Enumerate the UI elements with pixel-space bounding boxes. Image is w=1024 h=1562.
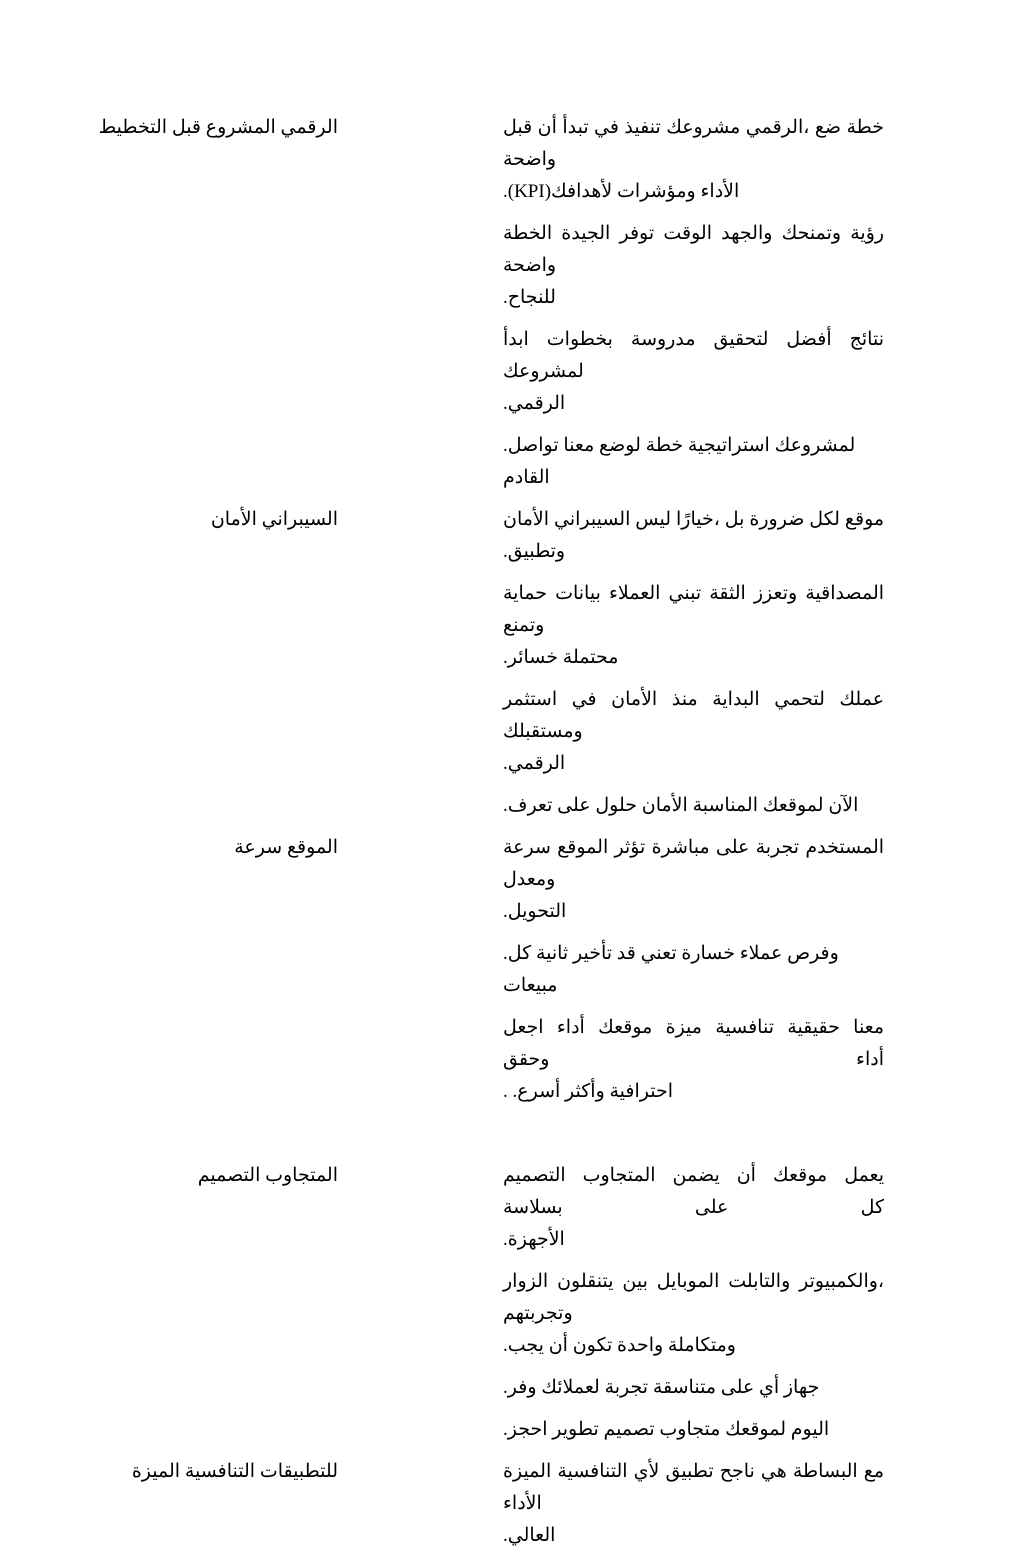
- word: الموقع: [557, 837, 609, 858]
- word: واضحة: [503, 149, 557, 170]
- word: البداية: [712, 689, 760, 710]
- word: الأمان: [611, 689, 658, 710]
- text-line: [503, 1224, 884, 1256]
- word: استثمر: [503, 689, 558, 710]
- word: ليس: [635, 509, 672, 530]
- word: احترافية: [609, 1081, 674, 1102]
- paragraph: [503, 1118, 884, 1150]
- word: يتنقلون: [557, 1271, 614, 1292]
- word: والجهد: [721, 223, 773, 244]
- word: معنا: [563, 435, 595, 456]
- word: تكون: [572, 1335, 613, 1356]
- word: ومتكاملة: [667, 1335, 736, 1356]
- word: المشروع: [205, 117, 276, 138]
- word: سرعة: [503, 837, 551, 858]
- word: الوقت: [663, 223, 712, 244]
- text-line: [503, 430, 884, 494]
- word: ضع: [814, 117, 842, 138]
- word: .الرقمي: [503, 753, 566, 774]
- word: على: [720, 1377, 755, 1398]
- word: موقعك: [598, 1017, 653, 1038]
- word: حماية: [503, 583, 547, 604]
- word: يعمل: [844, 1165, 885, 1186]
- text-line: [503, 282, 884, 314]
- word: الأمان: [210, 509, 257, 530]
- word: في: [594, 117, 619, 138]
- section-row: [0, 832, 1024, 1160]
- word: رؤية: [850, 223, 885, 244]
- word: معنا: [853, 1017, 885, 1038]
- word: عملك: [839, 689, 885, 710]
- word: .احجز: [503, 1419, 548, 1440]
- word: تعني: [640, 943, 677, 964]
- word: تطبيق: [665, 1461, 714, 1482]
- word: المتجاوب: [582, 1165, 656, 1186]
- text-line: [503, 388, 884, 420]
- word: .وفر: [503, 1377, 537, 1398]
- word: التنافسية: [557, 1461, 628, 1482]
- section-content: [503, 832, 884, 1160]
- word: لتحمي: [774, 689, 825, 710]
- word: وحقق: [503, 1049, 550, 1070]
- word: لموقعك: [725, 1419, 787, 1440]
- word: .كل: [503, 943, 532, 964]
- word: ميزة: [665, 1017, 702, 1038]
- text-line: [503, 578, 884, 642]
- word: لموقعك: [762, 795, 824, 816]
- paragraph: [503, 218, 884, 314]
- word: أن: [736, 1165, 756, 1186]
- word: واحدة: [617, 1335, 664, 1356]
- word: على: [715, 837, 750, 858]
- word: حلول: [595, 795, 638, 816]
- text-line: [503, 504, 884, 536]
- word: تطوير: [552, 1419, 599, 1440]
- section-row: [0, 1160, 1024, 1456]
- word: خيارًا،: [675, 509, 720, 530]
- word: التخطيط: [98, 117, 168, 138]
- word: مباشرة: [651, 837, 710, 858]
- text-line: [503, 1520, 884, 1552]
- word: التصميم: [503, 1165, 566, 1186]
- word: لمشروعك: [774, 435, 856, 456]
- word: أداء: [856, 1049, 884, 1070]
- word: ثانية: [535, 943, 569, 964]
- word: لعملائك: [541, 1377, 600, 1398]
- word: محتملة: [562, 647, 619, 668]
- word: الأداء: [503, 1493, 542, 1514]
- text-line: [503, 684, 884, 748]
- word: الميزة: [503, 1461, 552, 1482]
- text-line: [503, 1414, 884, 1446]
- word: اجعل: [503, 1017, 544, 1038]
- word: لكل: [809, 509, 840, 530]
- word: هي: [760, 1461, 787, 1482]
- word: ناجح: [719, 1461, 755, 1482]
- text-line: [503, 1330, 884, 1362]
- word: يضمن: [672, 1165, 720, 1186]
- word: الأمان: [641, 795, 688, 816]
- word: لوضع: [599, 435, 641, 456]
- word: .وتطبيق: [503, 541, 566, 562]
- word: تنفيذ: [624, 117, 661, 138]
- word: وتعزز: [753, 583, 798, 604]
- word: المصداقية: [805, 583, 885, 604]
- word: نتائج: [849, 329, 884, 350]
- section-row: [0, 1456, 1024, 1562]
- word: متناسقة: [652, 1377, 716, 1398]
- word: الرقمي: [280, 117, 338, 138]
- word: خطة: [645, 435, 684, 456]
- text-line: [503, 1372, 884, 1404]
- word: لمشروعك: [503, 361, 584, 382]
- heading-line: [0, 504, 338, 536]
- paragraph: [503, 1266, 884, 1362]
- word: اليوم: [790, 1419, 830, 1440]
- word: الموبايل: [656, 1271, 720, 1292]
- word: .: [503, 1081, 508, 1102]
- word: خسارة: [681, 943, 735, 964]
- word: .الأجهزة: [503, 1229, 565, 1250]
- text-line: [503, 1266, 884, 1330]
- text-line: [503, 1160, 884, 1224]
- section-heading: [0, 1456, 338, 1488]
- word: بخطوات: [546, 329, 613, 350]
- paragraph: [503, 324, 884, 420]
- word: كل: [860, 1197, 884, 1218]
- section-content: [503, 504, 884, 832]
- word: على: [694, 1197, 729, 1218]
- word: قبل: [503, 117, 533, 138]
- section-heading: [0, 832, 338, 864]
- word: تصميم: [603, 1419, 655, 1440]
- heading-line: [0, 1456, 338, 1488]
- word: استراتيجية: [687, 435, 770, 456]
- heading-line: [0, 112, 338, 144]
- word: لأي: [633, 1461, 660, 1482]
- word: أداء: [556, 1017, 585, 1038]
- word: المناسبة: [692, 795, 758, 816]
- word: مبيعات: [503, 975, 558, 996]
- word: الثقة: [709, 583, 746, 604]
- word: بسلاسة: [503, 1197, 563, 1218]
- text-line: [503, 938, 884, 1002]
- word: الزوار: [503, 1271, 549, 1292]
- paragraph: [503, 1012, 884, 1108]
- word: .العالي: [503, 1525, 556, 1546]
- word: والتابلت: [728, 1271, 791, 1292]
- word: بل: [724, 509, 745, 530]
- section-content: [503, 1160, 884, 1456]
- word: لتحقيق: [713, 329, 769, 350]
- text-line: [503, 748, 884, 780]
- paragraph: [503, 1414, 884, 1446]
- word: تبدأ: [562, 117, 589, 138]
- word: السيبراني: [261, 509, 338, 530]
- text-line: [503, 218, 884, 282]
- paragraph: [503, 1160, 884, 1256]
- section-heading: [0, 1160, 338, 1192]
- text-line: [503, 1076, 884, 1108]
- text-line: [503, 176, 884, 208]
- word: موقعك: [772, 1165, 828, 1186]
- word: عملاء: [739, 943, 783, 964]
- word: .الرقمي: [503, 393, 566, 414]
- word: خطة: [846, 117, 885, 138]
- paragraph: [503, 790, 884, 822]
- paragraph: [503, 578, 884, 674]
- word: السيبراني: [553, 509, 631, 530]
- word: .للنجاح: [503, 287, 556, 308]
- text-line: [503, 324, 884, 388]
- word: تؤثر: [614, 837, 646, 858]
- word: أي: [758, 1377, 780, 1398]
- text-line: [503, 1118, 884, 1150]
- paragraph: [503, 938, 884, 1002]
- text-line: [503, 642, 884, 674]
- word: وتجربتهم: [503, 1303, 573, 1324]
- paragraph: [503, 504, 884, 568]
- word: قبل: [171, 117, 202, 138]
- word: تجربة: [755, 837, 800, 858]
- word: الجيدة: [561, 223, 611, 244]
- word: الأمان: [503, 509, 550, 530]
- word: .تعرف: [503, 795, 553, 816]
- word: متجاوب: [659, 1419, 721, 1440]
- word: أن: [537, 117, 557, 138]
- section-heading: [0, 504, 338, 536]
- word: توفر: [619, 223, 655, 244]
- word: مع: [863, 1461, 885, 1482]
- word: ابدأ: [503, 329, 529, 350]
- paragraph: [503, 1456, 884, 1552]
- text-line: [503, 896, 884, 928]
- text-line: [503, 790, 884, 822]
- word: وتمنع: [503, 615, 545, 636]
- word: وتمنحك: [781, 223, 842, 244]
- word: والكمبيوتر،: [799, 1271, 885, 1292]
- word: .يجب: [503, 1335, 544, 1356]
- word: الموقع: [286, 837, 338, 858]
- word: تبني: [668, 583, 702, 604]
- word: مدروسة: [630, 329, 696, 350]
- word: القادم: [503, 467, 550, 488]
- word: جهاز: [783, 1377, 820, 1398]
- word: موقع: [844, 509, 885, 530]
- word: الرقمي،: [745, 117, 810, 138]
- word: .أسرع: [512, 1081, 561, 1102]
- word: العملاء: [608, 583, 661, 604]
- word: واضحة: [503, 255, 557, 276]
- word: في: [571, 689, 597, 710]
- word: مشروعك: [666, 117, 741, 138]
- word: تأخير: [572, 943, 613, 964]
- section-content: [503, 1456, 884, 1562]
- word: تنافسية: [715, 1017, 774, 1038]
- text-line: [503, 1012, 884, 1076]
- word: .التحويل: [503, 901, 567, 922]
- word: الآن: [828, 795, 859, 816]
- word: التصميم: [197, 1165, 261, 1186]
- heading-line: [0, 1160, 338, 1192]
- word: التنافسية: [184, 1461, 256, 1482]
- word: بيانات: [555, 583, 601, 604]
- paragraph: [503, 430, 884, 494]
- paragraph: [503, 1372, 884, 1404]
- heading-line: [0, 832, 338, 864]
- text-line: [503, 832, 884, 896]
- word: وفرص: [787, 943, 839, 964]
- section-row: [0, 112, 1024, 504]
- section-row: [0, 504, 1024, 832]
- word: البساطة: [792, 1461, 858, 1482]
- text-line: [503, 1456, 884, 1520]
- word: .خسائر: [503, 647, 559, 668]
- word: الخطة: [503, 223, 553, 244]
- word: المستخدم: [805, 837, 885, 858]
- word: الأداء: [700, 181, 740, 202]
- section-content: [503, 112, 884, 504]
- word: ومعدل: [503, 869, 556, 890]
- paragraph: [503, 112, 884, 208]
- word: ضرورة: [749, 509, 805, 530]
- word: على: [557, 795, 591, 816]
- paragraph: [503, 832, 884, 928]
- word: ومؤشرات: [616, 181, 696, 202]
- word: حقيقية: [787, 1017, 840, 1038]
- word: قد: [616, 943, 636, 964]
- word: أفضل: [786, 329, 832, 350]
- text-line: [503, 536, 884, 568]
- word: الميزة: [131, 1461, 181, 1482]
- word: .(KPI)لأهدافك: [503, 181, 613, 202]
- word: سرعة: [234, 837, 283, 858]
- word: بين: [622, 1271, 648, 1292]
- section-heading: [0, 112, 338, 144]
- word: وأكثر: [565, 1081, 605, 1102]
- paragraph: [503, 684, 884, 780]
- word: أن: [548, 1335, 568, 1356]
- word: منذ: [671, 689, 698, 710]
- document-body: [0, 112, 1024, 1562]
- word: .تواصل: [503, 435, 559, 456]
- word: ومستقبلك: [503, 721, 583, 742]
- text-line: [503, 112, 884, 176]
- word: تجربة: [604, 1377, 649, 1398]
- word: المتجاوب: [265, 1165, 338, 1186]
- word: للتطبيقات: [259, 1461, 338, 1482]
